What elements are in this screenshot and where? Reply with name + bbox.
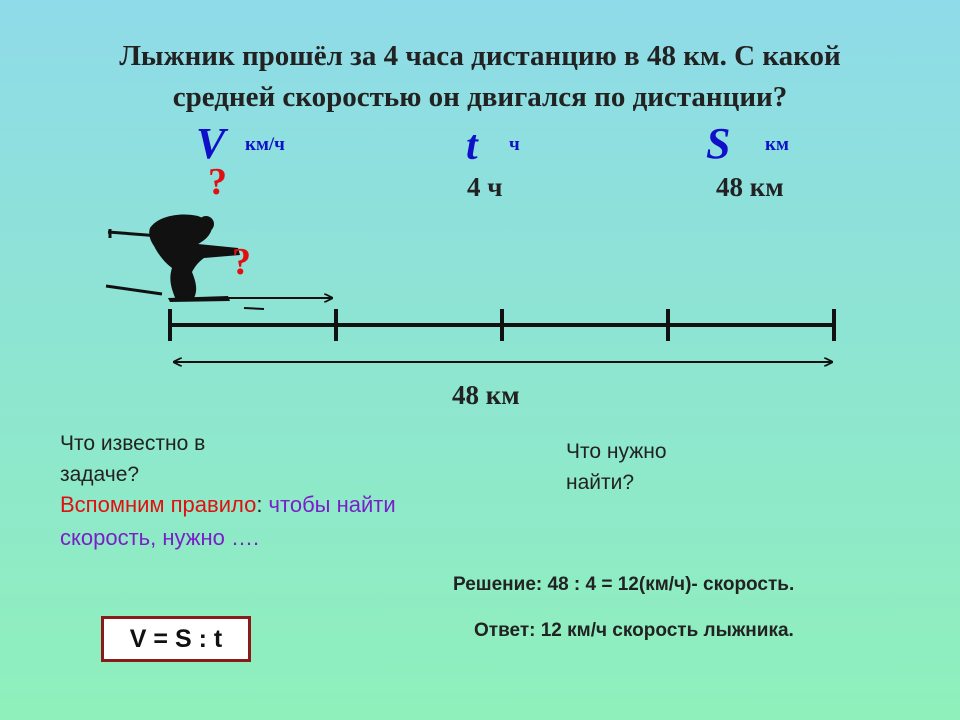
distance-label: 48 км (452, 380, 520, 410)
known-line-1: Что известно в (60, 432, 206, 455)
time-value: 4 ч (467, 172, 503, 202)
problem-line-1: Лыжник прошёл за 4 часа дистанцию в 48 км. С какой (119, 40, 841, 72)
problem-line-2: средней скоростью он двигался по дистанции? (172, 81, 788, 113)
rule-purple-part-1: чтобы найти (262, 492, 396, 517)
solution-text: Решение: 48 : 4 = 12(км/ч)- скорость. (453, 574, 795, 595)
find-question (566, 436, 667, 498)
rule-purple-part-2: скорость, нужно …. (60, 525, 260, 550)
formula-box: V = S : t (101, 616, 251, 662)
answer-text: Ответ: 12 км/ч скорость лыжника. (474, 620, 794, 641)
rule-colon: : (256, 492, 263, 517)
velocity-value: ? (208, 161, 227, 203)
skier-question-mark: ? (232, 241, 251, 283)
velocity-symbol: V (196, 119, 226, 168)
distance-value: 48 км (716, 172, 784, 202)
rule-reminder (60, 488, 396, 554)
velocity-unit: км/ч (245, 134, 285, 155)
rule-red-part: Вспомним правило (60, 492, 257, 517)
find-line-2: найти? (566, 471, 635, 494)
known-line-2: задаче? (60, 463, 140, 486)
time-unit: ч (509, 134, 520, 155)
distance-symbol: S (706, 119, 731, 168)
known-question (60, 428, 205, 490)
distance-unit: км (765, 134, 789, 155)
find-line-1: Что нужно (566, 440, 667, 463)
time-symbol: t (466, 123, 478, 169)
